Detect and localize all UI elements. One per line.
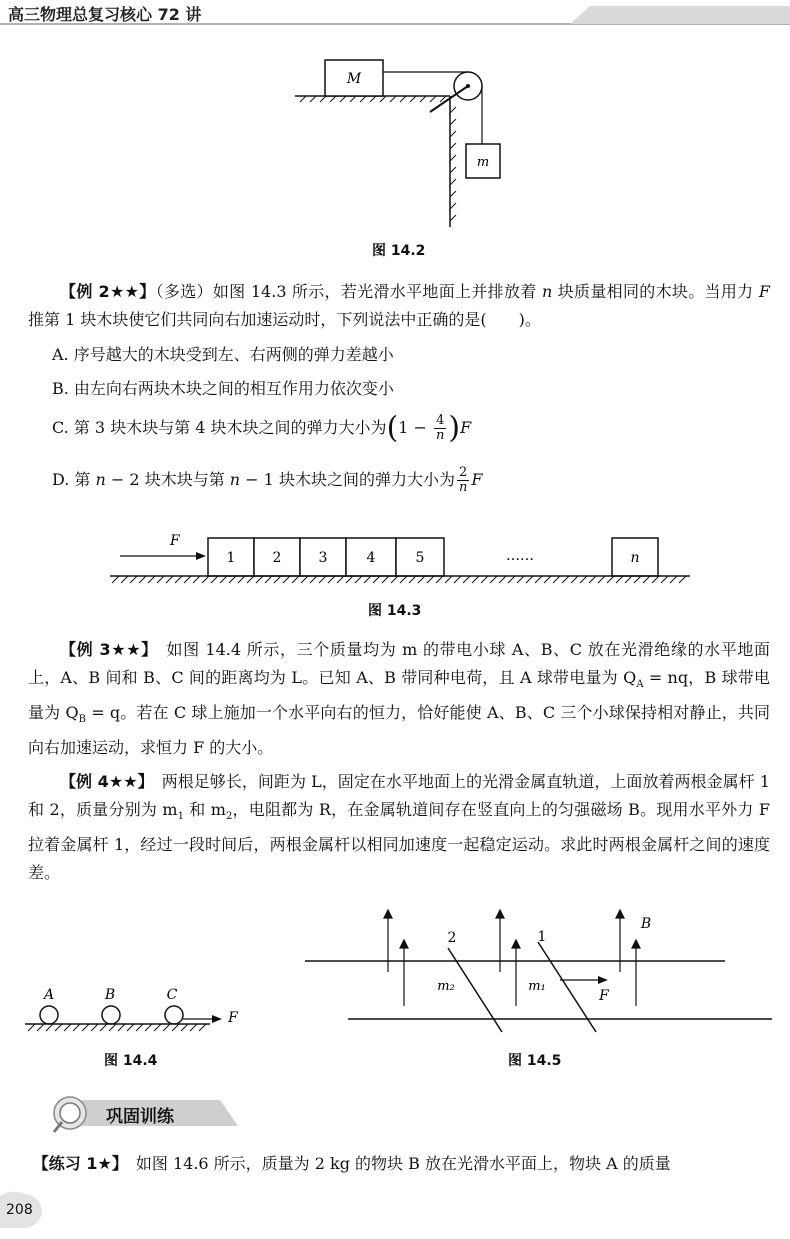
- section-banner: [42, 1092, 242, 1134]
- ball-C: [165, 1006, 183, 1024]
- svg-text:5: 5: [415, 550, 425, 566]
- example-4: 【例 4★★】 两根足够长，间距为 L，固定在水平地面上的光滑金属直轨道，上面放着两根金属杆 1 和 2，质量分别为 $m_1$ 和 $m_2$，电阻都为 R，在金属轨道间存在竖直向上的匀强磁场 B。现用水平外力 F 拉着金属杆 1，经过一段时间后，两根金属杆以相同加速度一起稳定运动。求此时两根金属杆之间的速度差。: [28, 772, 770, 883]
- caption-14-2: 图 14.2: [372, 243, 426, 259]
- caption-14-4: 图 14.4: [104, 1053, 158, 1069]
- option-b: B. 由左向右两块木块之间的相互作用力依次变小: [52, 379, 394, 398]
- caption-14-3: 图 14.3: [368, 603, 422, 619]
- example-4-tag: 【例 4★★】: [60, 772, 146, 791]
- svg-text:1: 1: [226, 550, 236, 566]
- example-2: 【例 2★★】（多选）如图 14.3 所示，若光滑水平地面上并排放着 n 块质量相同的木块。当用力 F 推第 1 块木块使它们共同向右加速运动时，下列说法中正确的是( )。: [28, 282, 770, 329]
- example-3: 【例 3★★】 如图 14.4 所示，三个质量均为 m 的带电小球 A、B、C 放在光滑绝缘的水平地面上，A、B 间和 B、C 间的距离均为 L。已知 A、B 带同种电荷，且 A 球带电量为 $Q_A$ = nq，B 球带电量为 $Q_B = q$。若在 C 球上施加一个水平向右的恒力，恰好能使 A、B、C 三个小球保持相对静止，共同向右加速运动，求恒力 F 的大小。: [28, 640, 770, 758]
- svg-text:……: ……: [506, 548, 534, 564]
- svg-text:4: 4: [366, 550, 376, 566]
- option-a: A. 序号越大的木块受到左、右两侧的弹力差越小: [52, 345, 394, 364]
- force-label: F: [170, 533, 180, 549]
- magnifier-icon: [60, 1103, 80, 1123]
- figure-14-4: [20, 982, 260, 1042]
- figure-14-5: [300, 904, 780, 1040]
- practice-1-tag: 【练习 1★】: [32, 1154, 120, 1173]
- svg-text:2: 2: [447, 930, 457, 946]
- svg-text:F: F: [599, 988, 609, 1004]
- option-d: D. 第 n − 2 块木块与第 n − 1 块木块之间的弹力大小为 $\frac{2}{n}$ F: [52, 465, 483, 495]
- svg-text:3: 3: [318, 550, 328, 566]
- svg-text:B: B: [104, 987, 116, 1003]
- svg-text:C: C: [166, 987, 178, 1003]
- ball-B: [102, 1006, 120, 1024]
- svg-text:2: 2: [272, 550, 282, 566]
- figure-14-2: [290, 52, 510, 232]
- example-3-tag: 【例 3★★】: [60, 640, 150, 659]
- figure-14-3: [100, 528, 700, 592]
- label-M: M: [346, 71, 362, 87]
- svg-text:B: B: [640, 916, 652, 932]
- option-c: C. 第 3 块木块与第 4 块木块之间的弹力大小为(1 − $\frac{4}{n}$ )F: [52, 410, 472, 446]
- page-number-badge: [0, 1190, 60, 1230]
- svg-text:n: n: [630, 550, 640, 566]
- caption-14-5: 图 14.5: [508, 1053, 562, 1069]
- svg-text:1: 1: [537, 929, 547, 945]
- svg-text:F: F: [228, 1010, 238, 1026]
- page-number: 208: [6, 1202, 33, 1218]
- example-2-tag: 【例 2★★】: [60, 282, 156, 301]
- svg-text:A: A: [43, 987, 55, 1003]
- svg-text:m₂: m₂: [437, 979, 455, 994]
- page-header: [0, 0, 790, 26]
- svg-text:m₁: m₁: [528, 979, 546, 994]
- practice-1: 【练习 1★】 如图 14.6 所示，质量为 2 kg 的物块 B 放在光滑水平面上，物块 A 的质量: [32, 1154, 671, 1173]
- section-title: 巩固训练: [106, 1107, 174, 1127]
- ball-A: [40, 1006, 58, 1024]
- header-title: 高三物理总复习核心 72 讲: [8, 5, 202, 24]
- label-m: m: [476, 155, 490, 170]
